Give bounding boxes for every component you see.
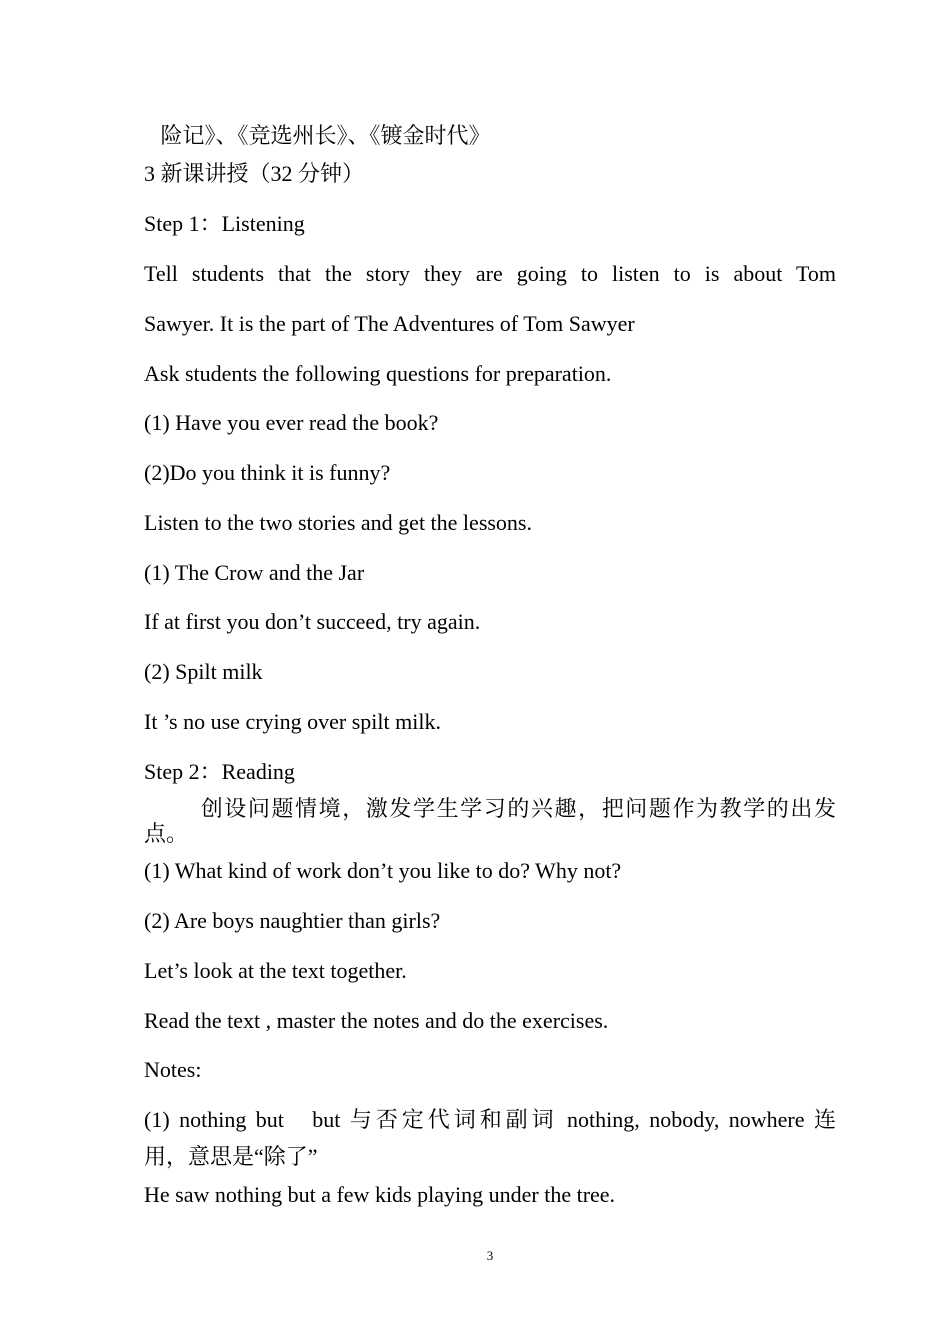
text-line: (2) Spilt milk [144, 659, 263, 684]
text-line: Notes: [144, 1057, 202, 1082]
text-line: He saw nothing but a few kids playing under the tree. [144, 1182, 616, 1207]
text-line: Tell students that the story they are going to listen to is about Tom [144, 261, 836, 286]
text-line: 点。 [144, 821, 189, 846]
text-line: Read the text , master the notes and do the exercises. [144, 1008, 609, 1033]
text-line: (2) Are boys naughtier than girls? [144, 908, 441, 933]
text-line: (1) Have you ever read the book? [144, 410, 439, 435]
text-line: (2)Do you think it is funny? [144, 460, 391, 485]
text-line: (1) The Crow and the Jar [144, 560, 365, 585]
text-line: If at first you don’t succeed, try again. [144, 609, 481, 634]
text-line: (1) nothing but but 与否定代词和副词 nothing, nobody, nowhere 连 [144, 1107, 836, 1132]
text-line: Let’s look at the text together. [144, 958, 407, 983]
text-line: Sawyer. It is the part of The Adventures of Tom Sawyer [144, 311, 635, 336]
section-heading: 3 新课讲授（32 分钟） [144, 161, 365, 186]
step-heading: Step 2：Reading [144, 759, 295, 784]
text-line: 用，意思是“除了” [144, 1144, 318, 1169]
text-line: (1) What kind of work don’t you like to do? Why not? [144, 858, 622, 883]
text-line: It ’s no use crying over spilt milk. [144, 709, 441, 734]
step-heading: Step 1：Listening [144, 211, 305, 236]
text-line: 创设问题情境，激发学生学习的兴趣，把问题作为教学的出发 [144, 796, 836, 821]
text-line: Ask students the following questions for preparation. [144, 361, 612, 386]
page-number: 3 [486, 1248, 494, 1263]
text-line: Listen to the two stories and get the lessons. [144, 510, 532, 535]
text-line: 险记》、《竞选州长》、《镀金时代》 [144, 123, 491, 148]
